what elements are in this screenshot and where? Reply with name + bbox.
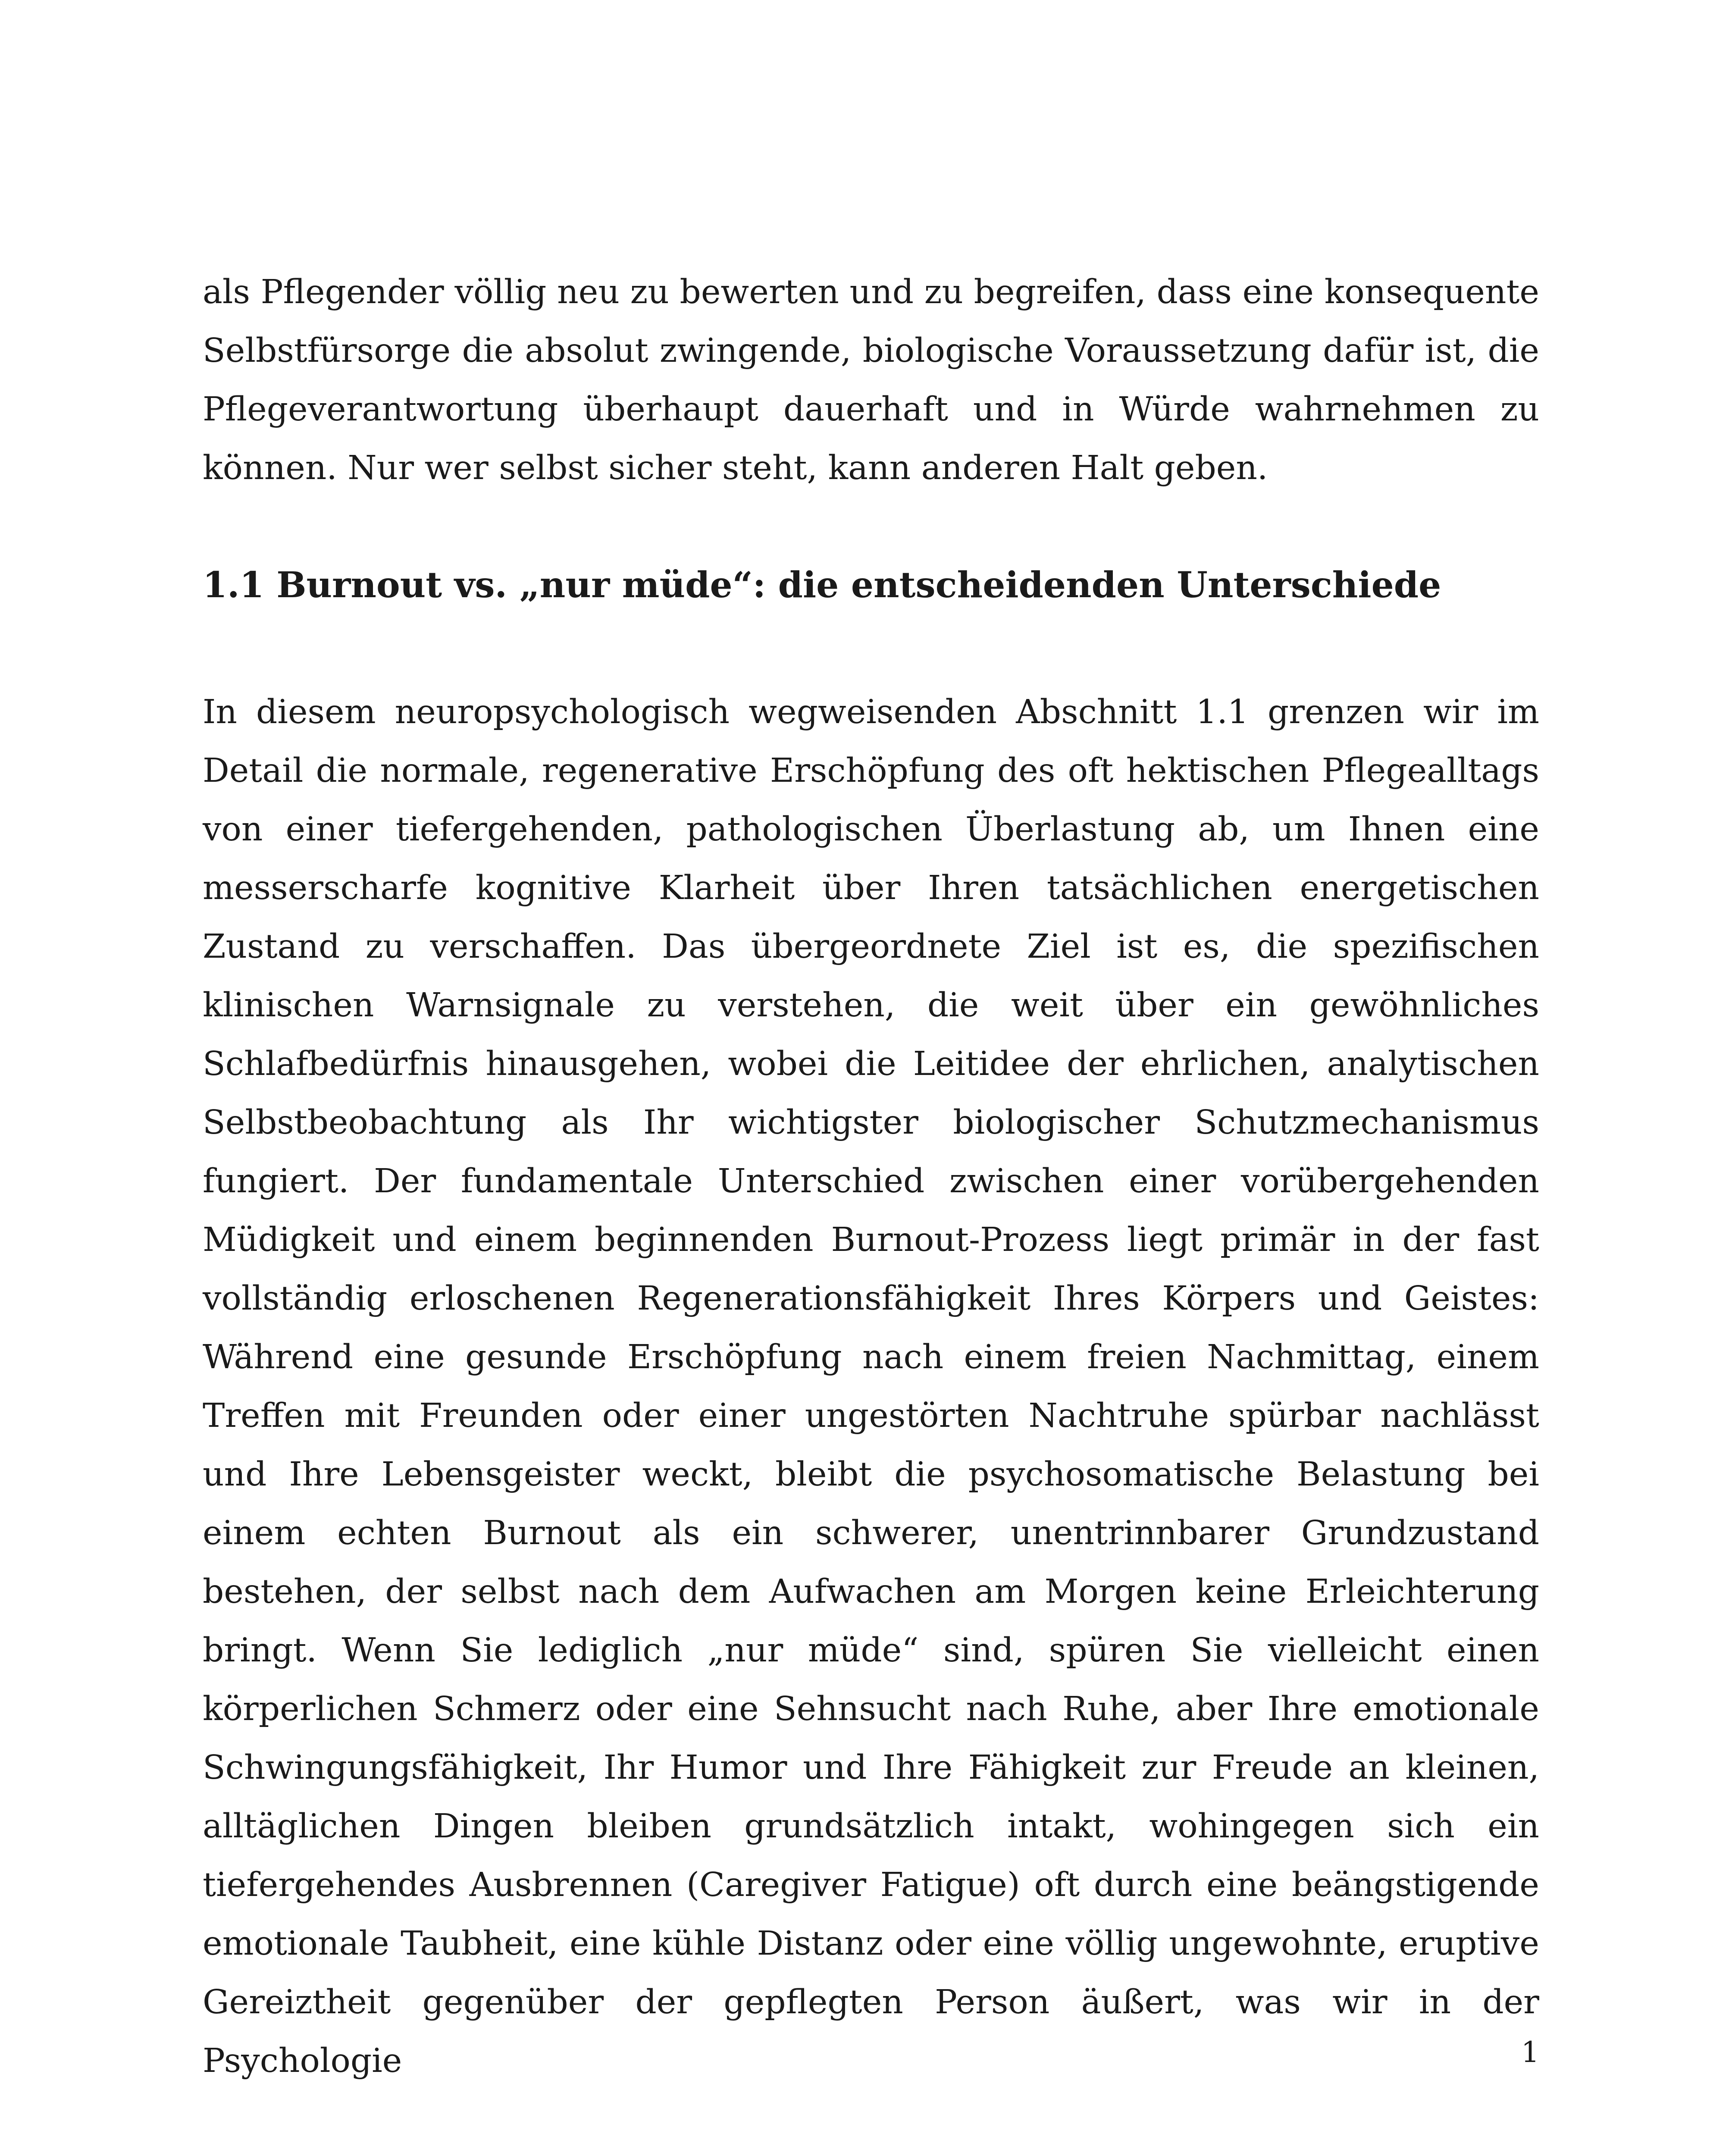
paragraph-intro-continuation: als Pflegender völlig neu zu bewerten und zu begreifen, dass eine konsequente Selbstfürsorge die absolut zwingende, biologische Voraussetzung dafür ist, die Pflegeverantwortung überhaupt dauerhaft und in Würde wahrnehmen zu können. Nur wer selbst sicher steht, kann anderen Halt geben.: [203, 273, 1539, 487]
section-heading: 1.1 Burnout vs. „nur müde“: die entscheidenden Unterschiede: [203, 564, 1441, 606]
page-content: [203, 263, 1539, 2090]
page-number: 1: [1521, 2036, 1539, 2069]
paragraph-section-body: In diesem neuropsychologisch wegweisenden Abschnitt 1.1 grenzen wir im Detail die normale, regenerative Erschöpfung des oft hektischen Pflegealltags von einer tiefergehenden, pathologischen Überlastung ab, um Ihnen eine messerscharfe kognitive Klarheit über Ihren tatsächlichen energetischen Zustand zu verschaffen. Das übergeordnete Ziel ist es, die spezifischen klinischen Warnsignale zu verstehen, die weit über ein gewöhnliches Schlafbedürfnis hinausgehen, wobei die Leitidee der ehrlichen, analytischen Selbstbeobachtung als Ihr wichtigster biologischer Schutzmechanismus fungiert. Der fundamentale Unterschied zwischen einer vorübergehenden Müdigkeit und einem beginnenden Burnout-Prozess liegt primär in der fast vollständig erloschenen Regenerationsfähigkeit Ihres Körpers und Geistes: Während eine gesunde Erschöpfung nach einem freien Nachmittag, einem Treffen mit Freunden oder einer ungestörten Nachtruhe spürbar nachlässt und Ihre Lebensgeister weckt, bleibt die psychosomatische Belastung bei einem echten Burnout als ein schwerer, unentrinnbarer Grundzustand bestehen, der selbst nach dem Aufwachen am Morgen keine Erleichterung bringt. Wenn Sie lediglich „nur müde“ sind, spüren Sie vielleicht einen körperlichen Schmerz oder eine Sehnsucht nach Ruhe, aber Ihre emotionale Schwingungsfähigkeit, Ihr Humor und Ihre Fähigkeit zur Freude an kleinen, alltäglichen Dingen bleiben grundsätzlich intakt, wohingegen sich ein tiefergehendes Ausbrennen (Caregiver Fatigue) oft durch eine beängstigende emotionale Taubheit, eine kühle Distanz oder eine völlig ungewohnte, eruptive Gereiztheit gegenüber der gepflegten Person äußert, was wir in der Psychologie: [203, 693, 1539, 2080]
